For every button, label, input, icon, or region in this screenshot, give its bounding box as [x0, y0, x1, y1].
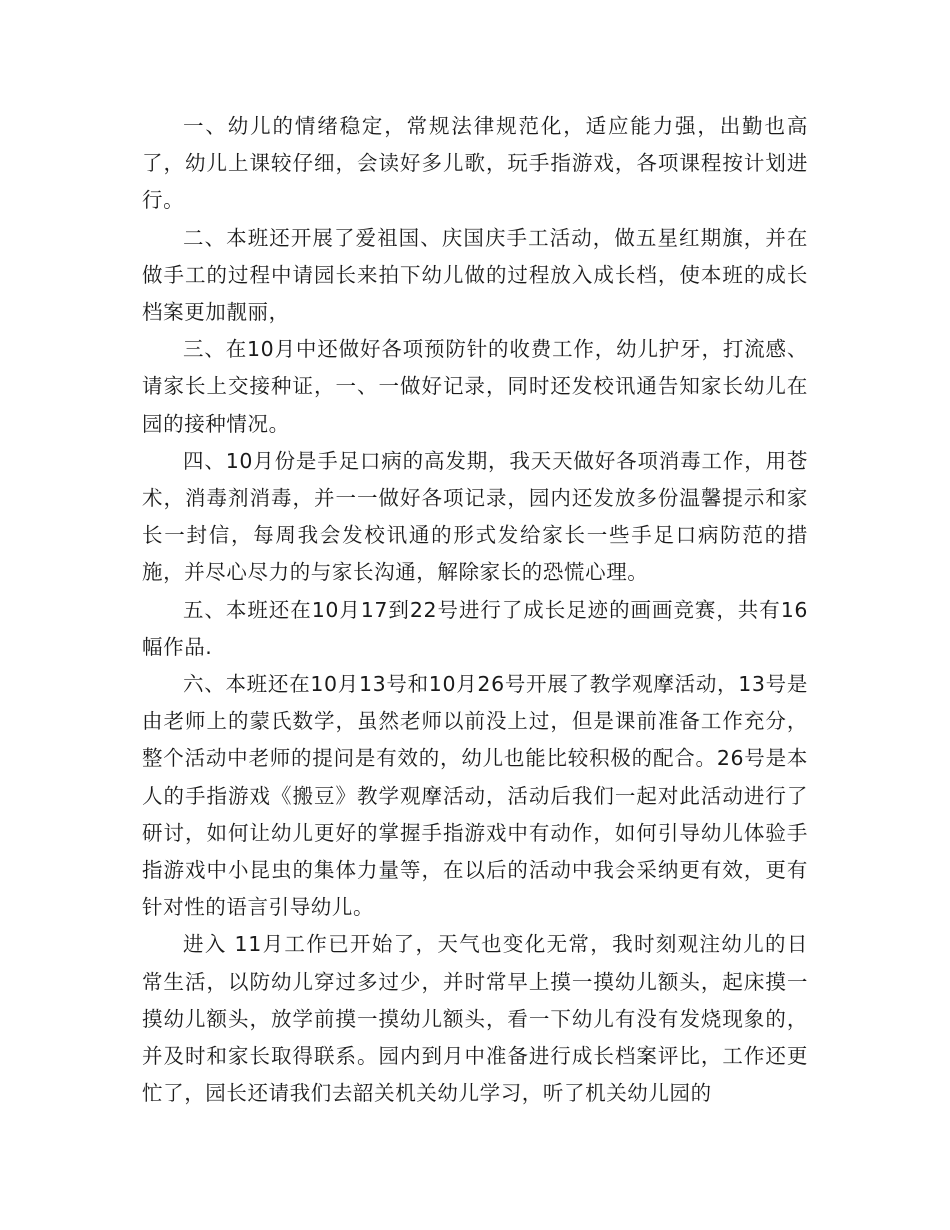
paragraph-3: 三、在10月中还做好各项预防针的收费工作，幼儿护牙，打流感、请家长上交接种证，一、一做好记录，同时还发校讯通告知家长幼儿在园的接种情况。	[142, 337, 808, 436]
paragraph-2: 二、本班还开展了爱祖国、庆国庆手工活动，做五星红期旗，并在做手工的过程中请园长来拍下幼儿做的过程放入成长档，使本班的成长档案更加靓丽，	[142, 225, 808, 325]
paragraph-6: 六、本班还在10月13号和10月26号开展了教学观摩活动，13号是由老师上的蒙氏数学，虽然老师以前没上过，但是课前准备工作充分，整个活动中老师的提问是有效的，幼儿也能比较积极的配合。26号是本人的手指游戏《搬豆》教学观摩活动，活动后我们一起对此活动进行了研讨，如何让幼儿更好的掌握手指游戏中有动作，如何引导幼儿体验手指游戏中小昆虫的集体力量等，在以后的活动中我会采纳更有效，更有针对性的语言引导幼儿。	[142, 672, 808, 920]
paragraph-4: 四、10月份是手足口病的高发期，我天天做好各项消毒工作，用苍术，消毒剂消毒，并一一做好各项记录，园内还发放多份温馨提示和家长一封信，每周我会发校讯通的形式发给家长一些手足口病防范的措施，并尽心尽力的与家长沟通，解除家长的恐慌心理。	[142, 448, 808, 585]
paragraph-1: 一、幼儿的情绪稳定，常规法律规范化，适应能力强，出勤也高了，幼儿上课较仔细，会读好多儿歌，玩手指游戏，各项课程按计划进行。	[142, 114, 808, 213]
paragraph-5: 五、本班还在10月17到22号进行了成长足迹的画画竞赛，共有16幅作品.	[142, 597, 808, 659]
document-body	[142, 108, 808, 1112]
paragraph-7: 进入 11月工作已开始了，天气也变化无常，我时刻观注幼儿的日常生活，以防幼儿穿过多过少，并时常早上摸一摸幼儿额头，起床摸一摸幼儿额头，放学前摸一摸幼儿额头，看一下幼儿有没有发烧现象的，并及时和家长取得联系。园内到月中准备进行成长档案评比，工作还更忙了，园长还请我们去韶关机关幼儿学习，听了机关幼儿园的	[142, 932, 808, 1106]
